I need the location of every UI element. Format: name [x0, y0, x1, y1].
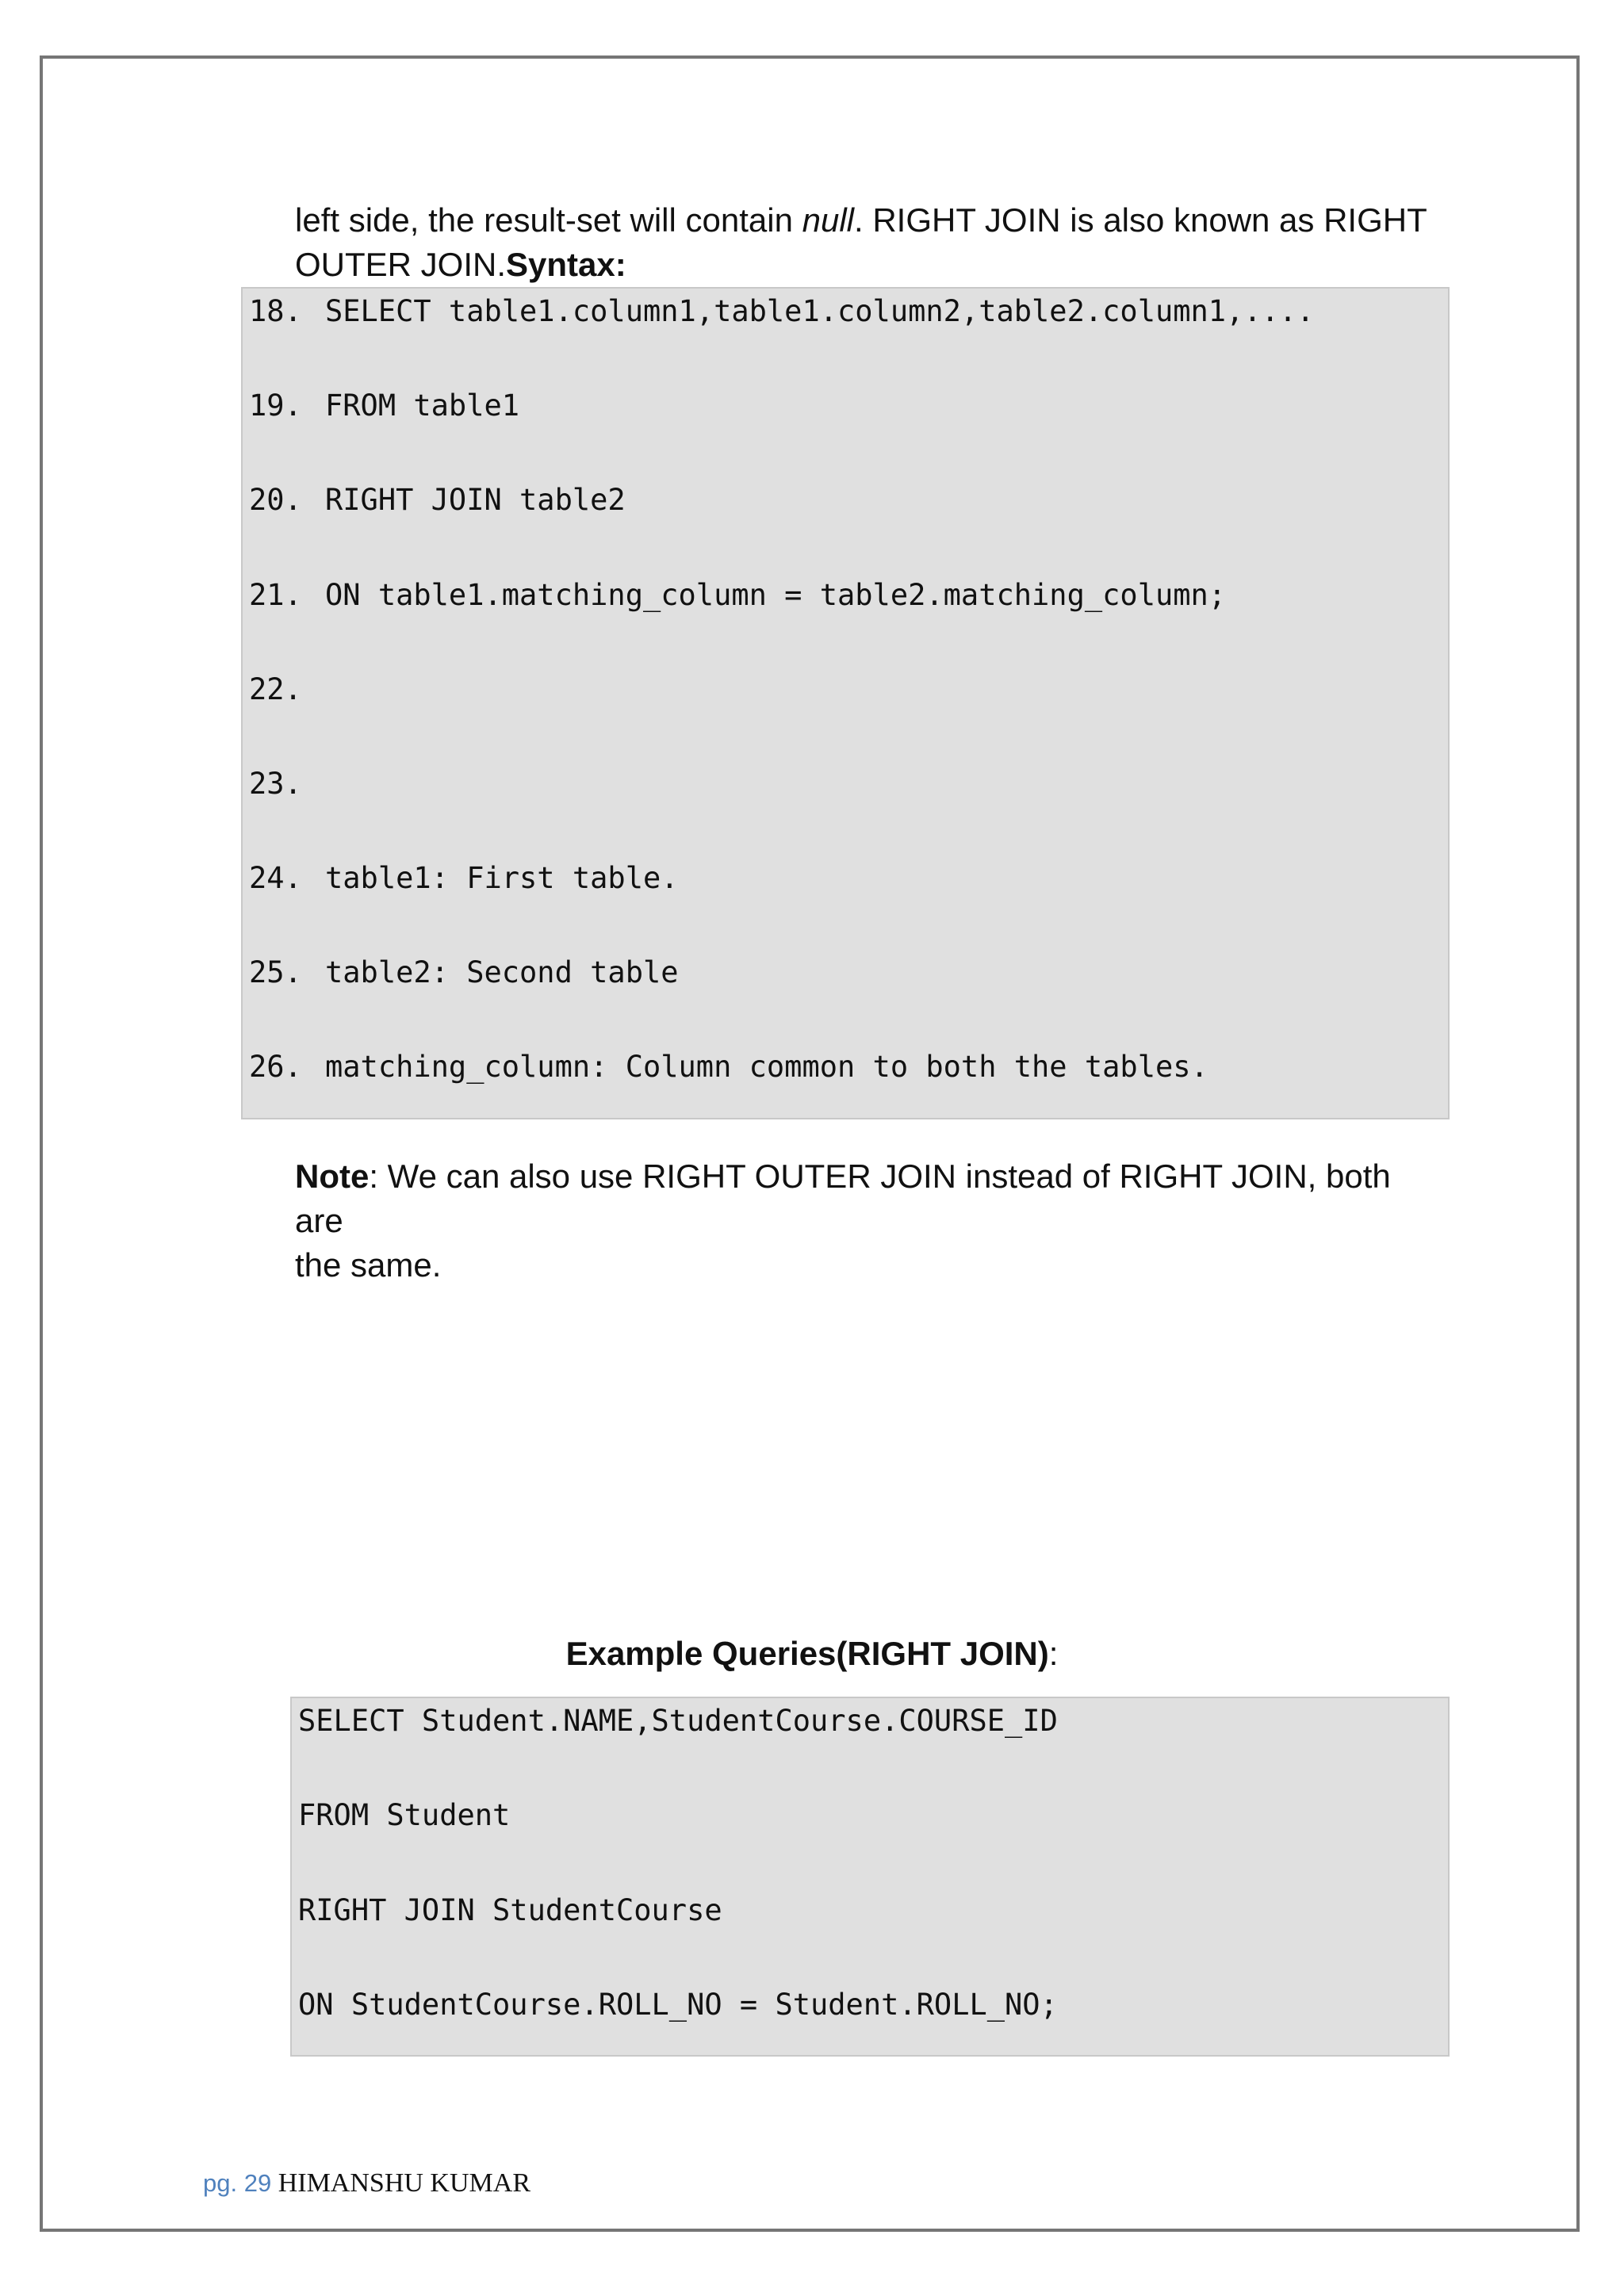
note-label: Note	[295, 1158, 370, 1195]
line-number: 25.	[249, 955, 302, 989]
code-text: SELECT table1.column1,table1.column2,table2.column1,....	[325, 294, 1315, 328]
line-number: 21.	[249, 578, 302, 612]
line-number: 23.	[249, 767, 302, 801]
code-text: table2: Second table	[325, 955, 679, 989]
note-line-2: the same.	[295, 1246, 442, 1284]
intro-text: left side, the result-set will contain	[295, 201, 802, 239]
page-number: pg. 29	[203, 2169, 272, 2197]
syntax-label: Syntax:	[506, 246, 626, 283]
code-line: ON StudentCourse.ROLL_NO = Student.ROLL_NO;	[298, 1988, 1058, 2022]
code-line: SELECT Student.NAME,StudentCourse.COURSE_ID	[298, 1704, 1058, 1738]
line-number: 18.	[249, 294, 302, 328]
intro-italic-null: null	[802, 201, 855, 239]
line-number: 19.	[249, 388, 302, 423]
code-line	[243, 859, 679, 898]
code-text: table1: First table.	[325, 861, 679, 895]
code-text: RIGHT JOIN table2	[325, 483, 626, 517]
page-footer	[203, 2166, 530, 2201]
intro-text-2: OUTER JOIN.	[295, 246, 507, 283]
code-line	[243, 953, 679, 993]
example-heading	[0, 1632, 1624, 1676]
intro-line-2	[295, 243, 1445, 287]
code-line: FROM Student	[298, 1798, 511, 1832]
code-line	[243, 292, 1314, 331]
intro-paragraph	[295, 198, 1445, 287]
example-heading-title: Example Queries(RIGHT JOIN)	[565, 1635, 1049, 1672]
intro-text-end: . RIGHT JOIN is also known as RIGHT	[854, 201, 1427, 239]
code-line: RIGHT JOIN StudentCourse	[298, 1893, 722, 1927]
example-code-block	[290, 1697, 1450, 2057]
note-paragraph	[295, 1154, 1445, 1288]
line-number: 24.	[249, 861, 302, 895]
line-number: 22.	[249, 672, 302, 706]
syntax-code-block	[241, 287, 1450, 1119]
author-name: HIMANSHU KUMAR	[278, 2168, 531, 2198]
code-text: matching_column: Column common to both the tables.	[325, 1050, 1208, 1084]
intro-line-1	[295, 198, 1445, 243]
code-line	[243, 576, 1226, 615]
code-line	[243, 1047, 1208, 1087]
code-line	[243, 764, 325, 804]
example-heading-colon: :	[1048, 1635, 1059, 1672]
line-number: 26.	[249, 1050, 302, 1084]
note-text: : We can also use RIGHT OUTER JOIN instead of RIGHT JOIN, both are	[295, 1158, 1391, 1239]
code-line	[243, 386, 519, 426]
code-line	[243, 480, 626, 520]
line-number: 20.	[249, 483, 302, 517]
code-line	[243, 670, 325, 710]
code-text: ON table1.matching_column = table2.matching_column;	[325, 578, 1227, 612]
code-text: FROM table1	[325, 388, 520, 423]
note-line-1	[295, 1154, 1445, 1243]
